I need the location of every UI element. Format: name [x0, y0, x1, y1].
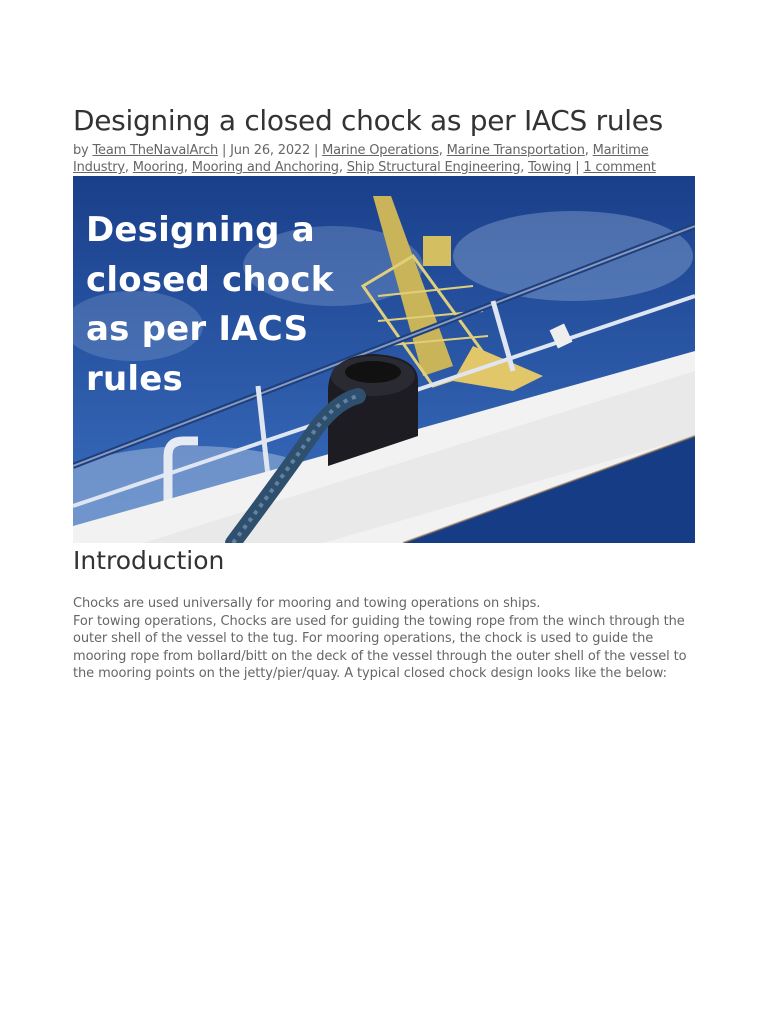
section-heading: Introduction — [73, 546, 225, 575]
featured-image — [73, 176, 695, 543]
image-overlay-title: Designing a closed chock as per IACS rules — [86, 210, 334, 399]
category-link[interactable]: Marine Operations — [322, 143, 439, 158]
category-link[interactable]: Marine Transportation — [446, 143, 585, 158]
meta-separator: | — [222, 143, 227, 158]
post-meta: by Team TheNavalArch | Jun 26, 2022 | Marine Operations, Marine Transportation, Maritime Industry, Mooring, Mooring and Anchoring, Ship Structural Engineering, Towing | 1 comment — [73, 143, 656, 175]
paragraph: For towing operations, Chocks are used for guiding the towing rope from the winch through the outer shell of the vessel to the tug. For mooring operations, the chock is used to guide the mooring rope from bollard/bitt on the deck of the vessel through the outer shell of the vessel to the mooring points on the jetty/pier/quay. A typical closed chock design looks like the below: — [73, 613, 687, 681]
category-link[interactable]: Mooring — [132, 160, 184, 175]
article-body — [73, 595, 695, 683]
meta-separator: | — [314, 143, 319, 158]
paragraph: Chocks are used universally for mooring and towing operations on ships. — [73, 596, 541, 611]
category-link[interactable]: Towing — [528, 160, 572, 175]
comments-link[interactable]: 1 comment — [583, 160, 656, 175]
meta-separator: | — [575, 160, 580, 175]
article — [73, 100, 695, 683]
category-link[interactable]: Mooring and Anchoring — [191, 160, 339, 175]
category-link[interactable]: Maritime Industry — [73, 143, 649, 175]
by-label: by — [73, 143, 89, 158]
category-link[interactable]: Ship Structural Engineering — [346, 160, 521, 175]
post-date: Jun 26, 2022 — [230, 143, 311, 158]
article-title: Designing a closed chock as per IACS rules — [73, 104, 663, 137]
cloud — [453, 211, 693, 301]
author-link[interactable]: Team TheNavalArch — [92, 143, 219, 158]
